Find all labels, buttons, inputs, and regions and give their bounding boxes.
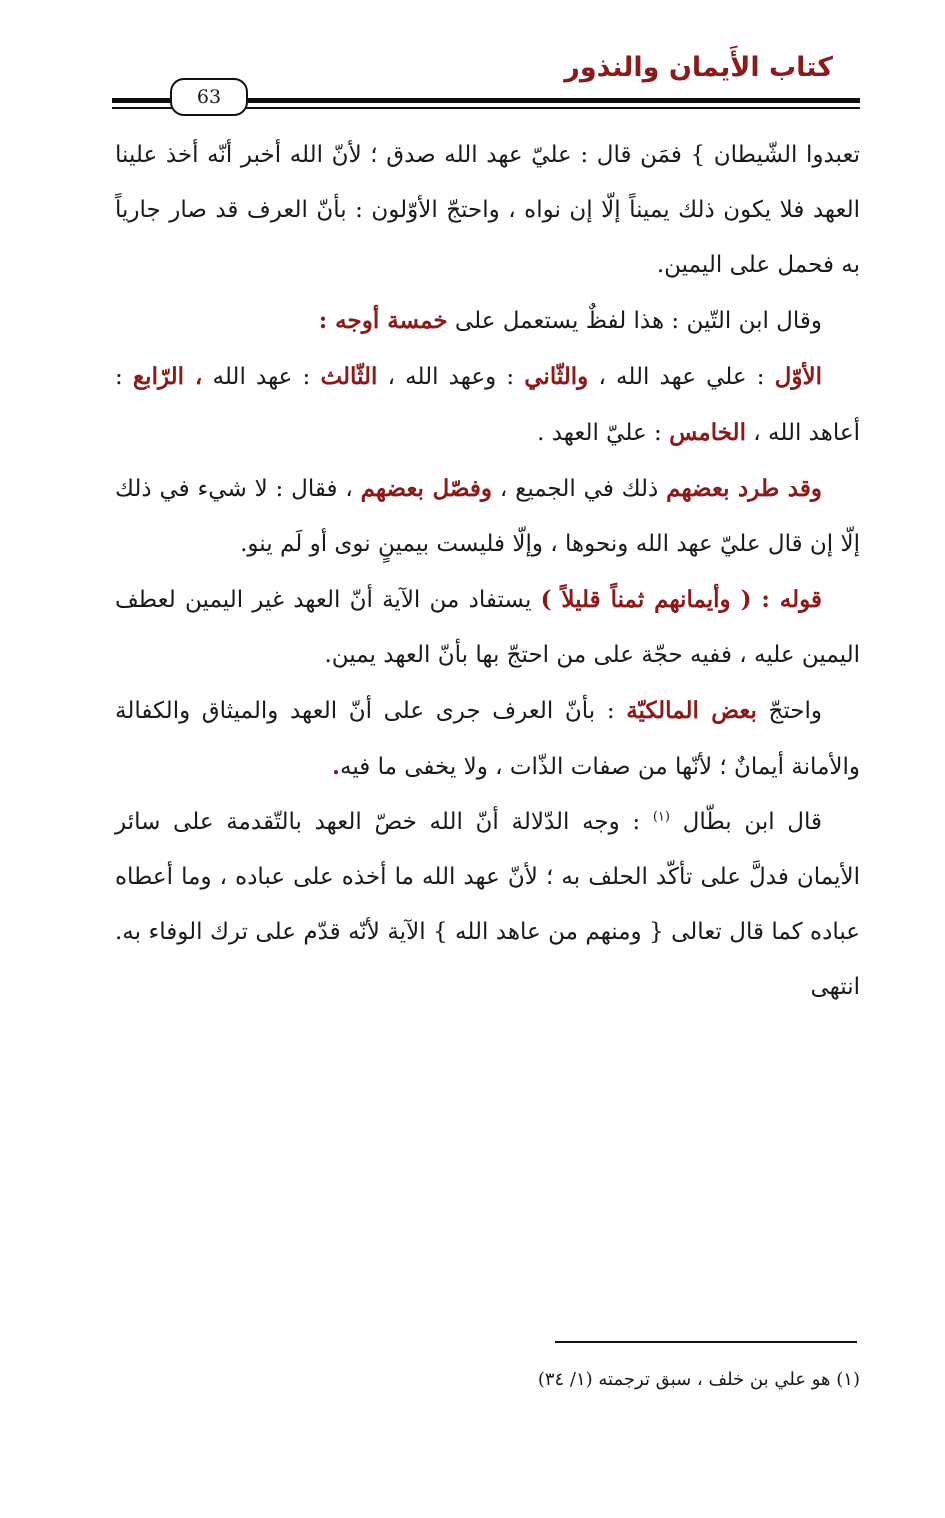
paragraph-text: : عليّ العهد . [537, 420, 670, 446]
highlighted-term: . [332, 753, 341, 780]
paragraph-text: ، فقال : لا شيء في ذلك إلّا إن قال عليّ عهد الله ونحوها ، وإلّا فليست بيمينٍ نوى أو لَم ينو. [115, 476, 860, 557]
paragraph-text: : وعهد الله ، [377, 364, 525, 390]
page-body [115, 128, 860, 1015]
highlighted-term: بعض المالكيّة [626, 697, 757, 724]
paragraph-text: : أعاهد الله ، [115, 364, 860, 446]
paragraph-text: : علي عهد الله ، [588, 364, 775, 390]
paragraph [115, 349, 860, 461]
highlighted-term: وقد طرد بعضهم [666, 475, 822, 502]
highlighted-term: الثّالث [320, 363, 378, 390]
highlighted-term: الخامس [669, 419, 746, 446]
paragraph [115, 683, 860, 795]
footnote-separator [555, 1341, 857, 1343]
paragraph [115, 461, 860, 572]
highlighted-term: والثّاني [524, 363, 589, 390]
footnote-reference: (١) [652, 809, 670, 825]
page-number: 63 [170, 78, 248, 116]
paragraph-text: وقال ابن التّين : هذا لفظٌ يستعمل على [447, 308, 822, 334]
paragraph-text: ذلك في الجميع ، [491, 476, 667, 502]
paragraph-text: قال ابن بطّال [669, 809, 822, 835]
highlighted-term: قوله : ( وأيمانهم ثمناً قليلاً ) [540, 586, 822, 613]
paragraph-text: : عهد الله [202, 364, 321, 390]
paragraph-text: : بأنّ العرف جرى على أنّ العهد والميثاق والكفالة والأمانة أيمانٌ ؛ لأنّها من صفات الذّات ، ولا يخفى ما فيه [115, 698, 860, 780]
paragraph-text: تعبدوا الشّيطان } فمَن قال : عليّ عهد الله صدق ؛ لأنّ الله أخبر أنّه أخذ علينا العهد فلا يكون ذلك يميناً إلّا إن نواه ، واحتجّ الأوّلون : بأنّ العرف قد صار جارياً به فحمل على اليمين. [115, 142, 860, 278]
paragraph [115, 572, 860, 683]
page-header [0, 0, 945, 120]
paragraph-text: يستفاد من الآية أنّ العهد غير اليمين لعطف اليمين عليه ، ففيه حجّة على من احتجّ بها بأنّ العهد يمين. [115, 587, 860, 668]
highlighted-term: خمسة أوجه : [318, 307, 448, 334]
paragraph-text: : وجه الدّلالة أنّ الله خصّ العهد بالتّقدمة على سائر الأيمان فدلَّ على تأكّد الحلف به ؛ لأنّ عهد الله ما أخذه على عباده ، وما أعطاه عباده كما قال تعالى { ومنهم من عاهد الله } الآية لأنّه قدّم على ترك الوفاء به. انتهى [115, 809, 860, 1000]
footnote: (١) هو علي بن خلف ، سبق ترجمته (١/ ٣٤) [537, 1369, 860, 1390]
highlighted-term: ، الرّابع [132, 363, 203, 390]
paragraph [115, 293, 860, 349]
book-title: كتاب الأَيمان والنذور [564, 52, 833, 83]
paragraph-text: واحتجّ [756, 698, 822, 724]
paragraph [115, 128, 860, 293]
highlighted-term: وفصّل بعضهم [360, 475, 492, 502]
highlighted-term: الأوّل [774, 363, 822, 390]
paragraph [115, 795, 860, 1015]
